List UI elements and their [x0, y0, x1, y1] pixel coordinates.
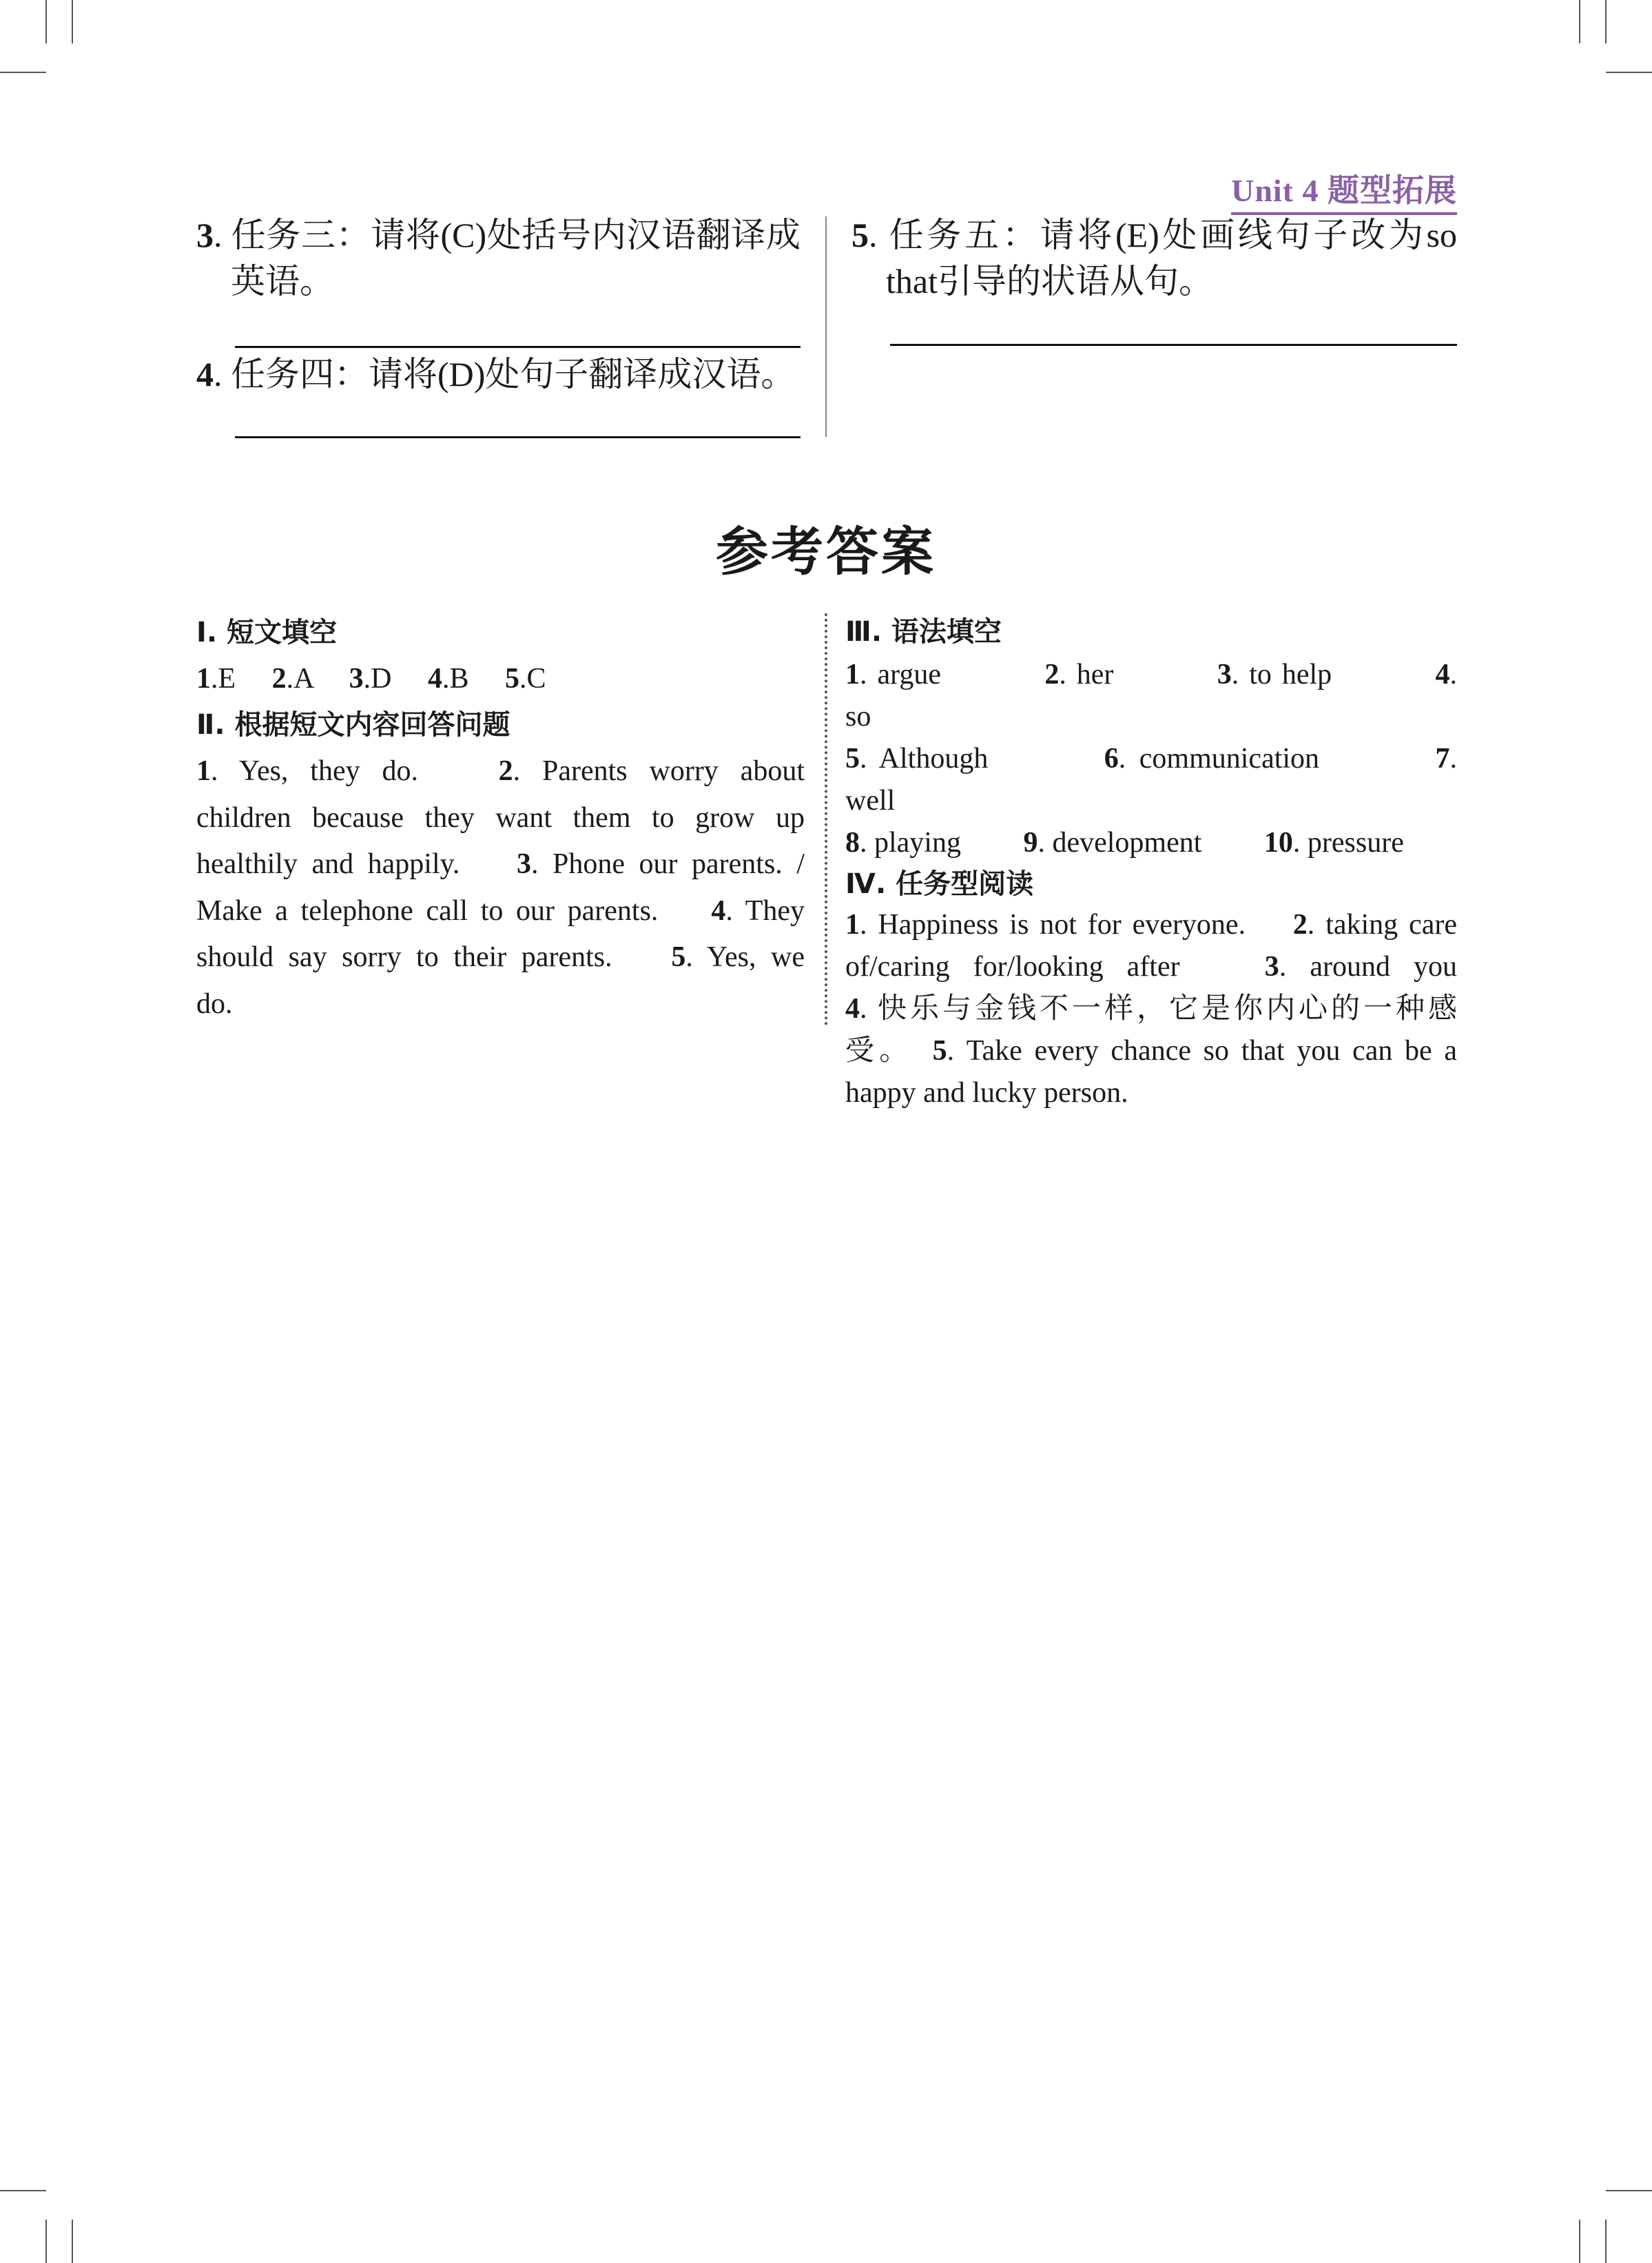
item-text: . Yes, we: [685, 941, 805, 973]
text-line: [196, 888, 805, 935]
part3-answers: [845, 654, 1457, 864]
item-text: .A: [286, 663, 349, 695]
item-number: 7: [1435, 743, 1450, 775]
column-divider: [825, 216, 827, 437]
text-line: [845, 904, 1457, 946]
item-number: 9: [1023, 827, 1038, 859]
part3-heading: Ⅲ. 语法填空: [845, 616, 1002, 648]
answers-right-column: [845, 610, 1457, 1114]
dotted-divider: [825, 613, 827, 1025]
item-number: 4: [711, 894, 726, 927]
item-number: 4: [1435, 659, 1450, 690]
item-text: . to help: [1231, 659, 1410, 690]
item-number: 4: [428, 663, 443, 695]
item-number: 3: [516, 848, 531, 880]
question-3: [196, 212, 801, 305]
item-number: 2: [1044, 659, 1060, 690]
text-line: [845, 1030, 1457, 1072]
item-text: .B: [442, 663, 506, 695]
item-text: should say sorry to their parents.: [196, 941, 672, 973]
item-number: 2: [498, 755, 513, 787]
item-number: 8: [845, 827, 860, 859]
item-text: 受。: [845, 1035, 933, 1067]
text-line: [196, 841, 805, 888]
part1-heading: Ⅰ. 短文填空: [196, 617, 338, 648]
answer-line-5: [890, 344, 1457, 346]
item-text: children because they want them to grow up: [196, 801, 805, 834]
answer-line-3: [235, 346, 801, 348]
answer-key-title: 参考答案: [716, 524, 936, 582]
item-text: 英语。: [196, 262, 334, 300]
item-text: . well: [845, 743, 1457, 817]
question-5: [851, 212, 1457, 305]
item-text: . 任务五：请将(E)处画线句子改为so: [869, 216, 1457, 254]
item-text: . Parents worry about: [513, 755, 805, 787]
item-number: 5: [845, 743, 860, 775]
item-number: 2: [1292, 909, 1308, 941]
text-line: [845, 822, 1457, 864]
item-number: 6: [1104, 743, 1119, 775]
item-text: . taking care: [1307, 909, 1457, 941]
text-line: [851, 258, 1457, 305]
item-number: 1: [196, 663, 211, 695]
part4-answers: [845, 904, 1457, 1114]
item-number: 5: [932, 1035, 947, 1067]
text-line: [845, 738, 1457, 822]
item-text: . Phone our parents. /: [530, 848, 805, 880]
item-text: . argue: [860, 659, 1019, 690]
item-number: 10: [1263, 827, 1293, 859]
item-number: 4: [196, 355, 214, 393]
item-number: 2: [271, 663, 287, 695]
item-text: . playing: [860, 827, 998, 859]
item-text: of/caring for/looking after: [845, 951, 1265, 983]
item-text: . pressure: [1292, 827, 1404, 859]
text-line: [196, 656, 805, 702]
text-line: [196, 748, 805, 795]
item-text: Make a telephone call to our parents.: [196, 894, 712, 927]
answers-left-column: [196, 610, 805, 1027]
part4-heading: Ⅳ. 任务型阅读: [845, 868, 1034, 900]
item-text: do.: [196, 987, 233, 1020]
item-number: 3: [349, 663, 364, 695]
item-text: that引导的状语从句。: [851, 262, 1213, 300]
text-line: [845, 988, 1457, 1030]
item-text: . Happiness is not for everyone.: [860, 909, 1293, 941]
text-line: [196, 351, 801, 398]
item-number: 4: [845, 993, 860, 1025]
item-text: . development: [1037, 827, 1238, 859]
item-text: . around you: [1279, 951, 1457, 983]
text-line: [845, 654, 1457, 738]
item-text: . They: [725, 894, 805, 927]
text-line: [845, 1072, 1457, 1114]
question-4: [196, 351, 801, 398]
item-text: .C: [519, 663, 546, 695]
unit-header: Unit 4 题型拓展: [1231, 165, 1457, 215]
text-line: [196, 981, 805, 1028]
item-number: 1: [845, 659, 860, 690]
part1-answers: [196, 656, 805, 702]
item-text: . so: [845, 659, 1457, 733]
item-text: . Take every chance so that you can be a: [947, 1035, 1457, 1067]
item-text: .D: [363, 663, 429, 695]
item-text: healthily and happily.: [196, 848, 517, 880]
text-line: [196, 795, 805, 842]
item-number: 1: [845, 909, 860, 941]
item-text: . 任务四：请将(D)处句子翻译成汉语。: [214, 355, 796, 393]
item-number: 1: [196, 755, 211, 787]
text-line: [196, 934, 805, 981]
item-text: .E: [211, 663, 272, 695]
item-text: happy and lucky person.: [845, 1077, 1128, 1109]
item-text: . 任务三：请将(C)处括号内汉语翻译成: [214, 216, 801, 254]
item-text: . Yes, they do.: [211, 755, 499, 787]
item-text: . her: [1059, 659, 1191, 690]
answer-line-4: [235, 436, 801, 438]
item-text: . Although: [860, 743, 1078, 775]
item-number: 3: [1264, 951, 1279, 983]
item-number: 5: [851, 216, 869, 254]
item-number: 3: [1217, 659, 1232, 690]
text-line: [196, 212, 801, 258]
text-line: [845, 946, 1457, 988]
item-number: 5: [505, 663, 520, 695]
text-line: [851, 212, 1457, 258]
part2-heading: Ⅱ. 根据短文内容回答问题: [196, 709, 510, 741]
item-number: 3: [196, 216, 214, 254]
item-text: . 快乐与金钱不一样，它是你内心的一种感: [860, 993, 1457, 1025]
text-line: [196, 258, 801, 305]
item-number: 5: [671, 941, 686, 973]
item-text: . communication: [1118, 743, 1410, 775]
part2-answers: [196, 748, 805, 1027]
